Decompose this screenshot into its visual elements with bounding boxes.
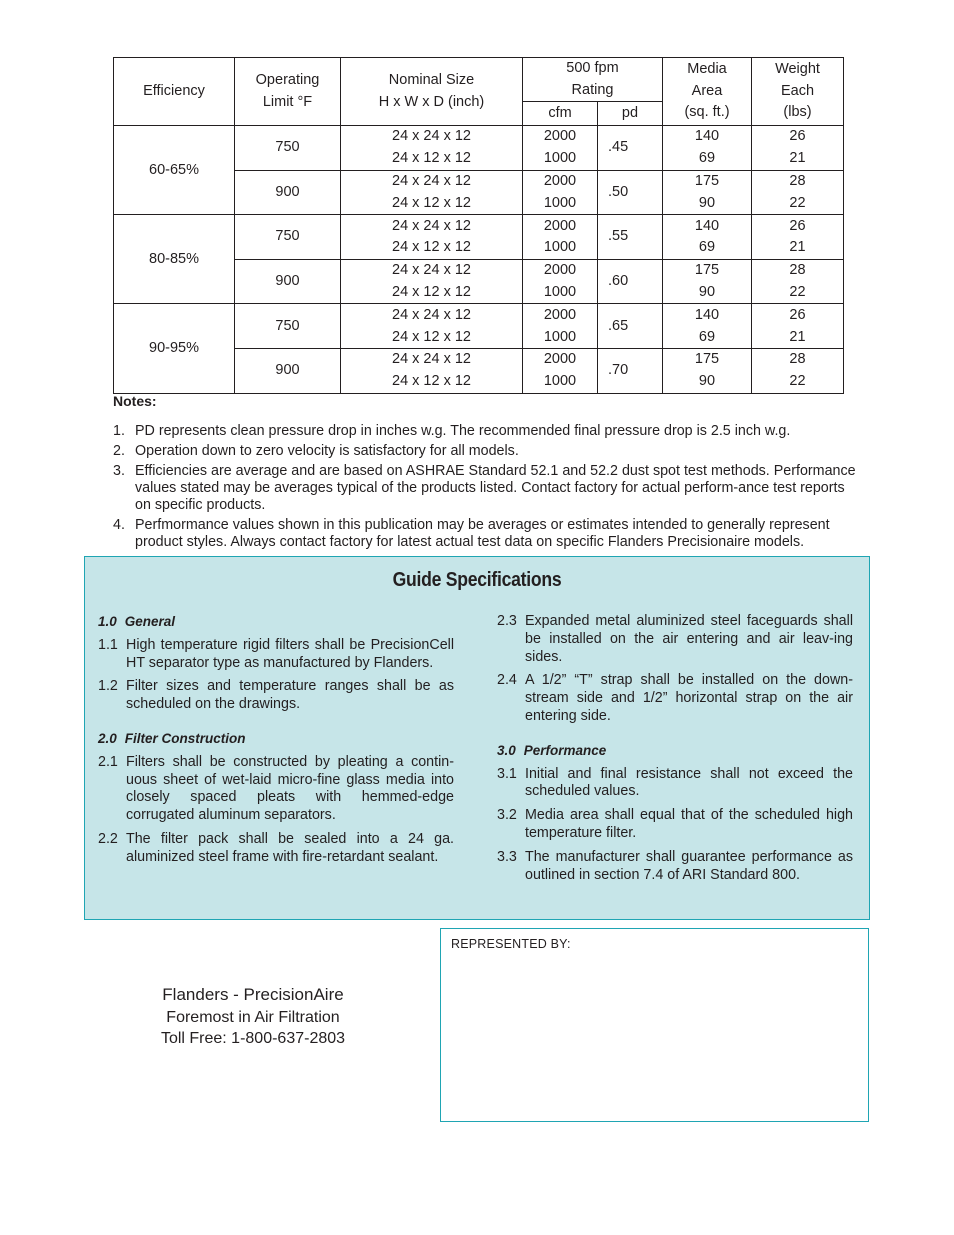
notes-section <box>113 393 863 554</box>
cell-nominal-size: 24 x 24 x 12 <box>341 215 523 237</box>
cell-cfm: 1000 <box>523 148 598 170</box>
cell-weight: 26 <box>752 215 844 237</box>
cell-cfm: 2000 <box>523 170 598 192</box>
cell-operating-limit: 750 <box>235 215 341 260</box>
represented-by-label: REPRESENTED BY: <box>451 937 571 951</box>
cell-cfm: 2000 <box>523 259 598 281</box>
cell-cfm: 1000 <box>523 192 598 214</box>
header-weight: Weight Each (lbs) <box>752 58 844 126</box>
company-name: Flanders - PrecisionAire <box>162 985 344 1004</box>
cell-operating-limit: 900 <box>235 348 341 393</box>
spec-item-number: 3.2 <box>497 807 517 824</box>
cell-media-area: 90 <box>663 192 752 214</box>
header-pd: pd <box>598 102 663 126</box>
table-row <box>114 215 844 237</box>
cell-pd: .55 <box>598 215 663 260</box>
section-title: General <box>124 614 176 629</box>
spec-item <box>98 754 454 825</box>
note-text: Operation down to zero velocity is satisfactory for all models. <box>135 443 519 459</box>
section-number: 2.0 <box>98 730 117 746</box>
cell-nominal-size: 24 x 12 x 12 <box>341 371 523 393</box>
company-tagline: Foremost in Air Filtration <box>166 1009 340 1026</box>
section-title: Filter Construction <box>124 730 246 746</box>
cell-efficiency: 90-95% <box>114 304 235 393</box>
note-number: 1. <box>113 423 125 439</box>
cell-cfm: 1000 <box>523 371 598 393</box>
cell-nominal-size: 24 x 12 x 12 <box>341 282 523 304</box>
cell-nominal-size: 24 x 12 x 12 <box>341 326 523 348</box>
cell-media-area: 90 <box>663 282 752 304</box>
cell-pd: .70 <box>598 348 663 393</box>
spec-item <box>497 613 853 666</box>
cell-nominal-size: 24 x 24 x 12 <box>341 126 523 148</box>
note-item <box>113 423 863 440</box>
cell-operating-limit: 900 <box>235 259 341 304</box>
cell-weight: 28 <box>752 348 844 370</box>
cell-media-area: 69 <box>663 326 752 348</box>
spec-item <box>497 766 853 802</box>
section-spacer <box>98 720 454 730</box>
cell-efficiency: 60-65% <box>149 161 199 178</box>
note-number: 2. <box>113 443 125 459</box>
cell-weight: 21 <box>752 148 844 170</box>
note-item <box>113 443 863 460</box>
spec-section-heading <box>98 613 454 631</box>
cell-nominal-size: 24 x 24 x 12 <box>341 170 523 192</box>
table-header <box>114 58 844 126</box>
cell-operating-limit: 750 <box>235 304 341 349</box>
cell-pd: .50 <box>598 170 663 215</box>
spec-item-text: Filter sizes and temperature ranges shall be as scheduled on the drawings. <box>126 678 454 713</box>
spec-item <box>98 831 454 867</box>
cell-weight: 21 <box>752 326 844 348</box>
section-number: 1.0 <box>98 614 117 629</box>
cell-media-area: 140 <box>663 126 752 148</box>
header-operating-limit: Operating Limit °F <box>235 58 341 126</box>
cell-cfm: 2000 <box>523 126 598 148</box>
cell-efficiency: 80-85% <box>114 215 235 304</box>
spec-section-heading <box>497 742 853 760</box>
table-row <box>114 126 844 148</box>
spec-item-number: 1.1 <box>98 636 118 653</box>
spec-item <box>98 637 454 673</box>
spec-item <box>497 849 853 885</box>
cell-cfm: 2000 <box>523 215 598 237</box>
filter-spec-table <box>113 57 844 394</box>
cell-pd: .65 <box>598 304 663 349</box>
spec-item <box>497 807 853 843</box>
spec-item-text: A 1/2” “T” strap shall be installed on the down-stream side and 1/2” horizontal strap on the air entering side. <box>525 672 853 724</box>
spec-item-number: 1.2 <box>98 678 118 695</box>
cell-media-area: 175 <box>663 348 752 370</box>
cell-pd: .60 <box>598 259 663 304</box>
section-number: 3.0 <box>497 742 516 758</box>
spec-item-number: 2.3 <box>497 613 517 629</box>
cell-weight: 26 <box>752 126 844 148</box>
note-number: 3. <box>113 463 125 479</box>
notes-title: Notes: <box>113 393 157 409</box>
spec-item-number: 2.1 <box>98 753 118 770</box>
cell-media-area: 140 <box>663 304 752 326</box>
cell-cfm: 1000 <box>523 282 598 304</box>
header-efficiency: Efficiency <box>143 82 205 99</box>
cell-nominal-size: 24 x 12 x 12 <box>341 192 523 214</box>
cell-weight: 22 <box>752 192 844 214</box>
cell-media-area: 90 <box>663 371 752 393</box>
header-nominal-size: Nominal Size H x W x D (inch) <box>341 58 523 126</box>
note-number: 4. <box>113 517 125 533</box>
cell-pd: .45 <box>598 126 663 171</box>
cell-cfm: 2000 <box>523 348 598 370</box>
header-rating: 500 fpm Rating <box>523 58 663 102</box>
note-text: Perfmormance values shown in this publication may be averages or estimates intended to generally represent product styles. Always contact factory for latest actual test data on specific Flanders Precisionaire models. <box>135 517 830 550</box>
cell-media-area: 69 <box>663 237 752 259</box>
cell-cfm: 2000 <box>523 304 598 326</box>
table-row <box>114 304 844 326</box>
header-cfm: cfm <box>523 102 598 126</box>
note-text: PD represents clean pressure drop in inches w.g. The recommended final pressure drop is 2.5 inch w.g. <box>135 423 791 439</box>
spec-item-text: Initial and final resistance shall not exceed the scheduled values. <box>525 765 853 800</box>
cell-weight: 22 <box>752 371 844 393</box>
company-info <box>130 983 376 1049</box>
spec-item-number: 3.3 <box>497 848 517 865</box>
cell-weight: 28 <box>752 259 844 281</box>
cell-nominal-size: 24 x 12 x 12 <box>341 237 523 259</box>
cell-operating-limit: 750 <box>235 126 341 171</box>
spec-item-text: The manufacturer shall guarantee performance as outlined in section 7.4 of ARI Standard 800. <box>525 848 853 883</box>
spec-item-text: Media area shall equal that of the scheduled high temperature filter. <box>525 807 853 841</box>
cell-nominal-size: 24 x 12 x 12 <box>341 148 523 170</box>
note-item <box>113 517 863 551</box>
cell-media-area: 175 <box>663 259 752 281</box>
notes-list <box>113 423 863 551</box>
spec-item <box>98 678 454 714</box>
section-title: Performance <box>523 742 607 758</box>
guide-right-column <box>497 613 853 890</box>
spec-item-number: 2.4 <box>497 672 517 689</box>
guide-specifications-panel <box>84 556 870 920</box>
cell-weight: 22 <box>752 282 844 304</box>
company-phone: Toll Free: 1-800-637-2803 <box>160 1030 346 1047</box>
cell-cfm: 1000 <box>523 237 598 259</box>
header-media-area: Media Area (sq. ft.) <box>663 58 752 126</box>
spec-item-text: The filter pack shall be sealed into a 24 ga. aluminized steel frame with fire-retardant sealant. <box>126 830 454 865</box>
cell-nominal-size: 24 x 24 x 12 <box>341 348 523 370</box>
table-body <box>114 126 844 394</box>
spec-item <box>497 672 853 725</box>
spec-item-number: 3.1 <box>497 765 517 782</box>
spec-item-text: High temperature rigid filters shall be PrecisionCell HT separator type as manufactured by Flanders. <box>126 636 454 671</box>
guide-left-column <box>98 613 454 873</box>
cell-media-area: 69 <box>663 148 752 170</box>
cell-cfm: 1000 <box>523 326 598 348</box>
cell-weight: 26 <box>752 304 844 326</box>
cell-nominal-size: 24 x 24 x 12 <box>341 259 523 281</box>
note-text: Efficiencies are average and are based on ASHRAE Standard 52.1 and 52.2 dust spot test methods. Performance values stated may be averages typical of the products listed. Contact factory for actual perform-ance test reports on specific products. <box>135 463 856 513</box>
spec-item-text: Expanded metal aluminized steel faceguards shall be installed on the air entering and air leav-ing sides. <box>525 613 853 665</box>
section-spacer <box>497 732 853 742</box>
guide-title: Guide Specifications <box>392 569 562 591</box>
spec-section-heading <box>98 730 454 748</box>
spec-item-number: 2.2 <box>98 830 118 847</box>
cell-operating-limit: 900 <box>235 170 341 215</box>
note-item <box>113 463 863 514</box>
cell-weight: 21 <box>752 237 844 259</box>
cell-media-area: 175 <box>663 170 752 192</box>
spec-item-text: Filters shall be constructed by pleating a contin-uous sheet of wet-laid micro-fine glass media into closely spaced pleats with hemmed-edge corrugated aluminum separators. <box>126 753 454 824</box>
cell-nominal-size: 24 x 24 x 12 <box>341 304 523 326</box>
represented-by-box <box>440 928 869 1122</box>
cell-media-area: 140 <box>663 215 752 237</box>
cell-weight: 28 <box>752 170 844 192</box>
